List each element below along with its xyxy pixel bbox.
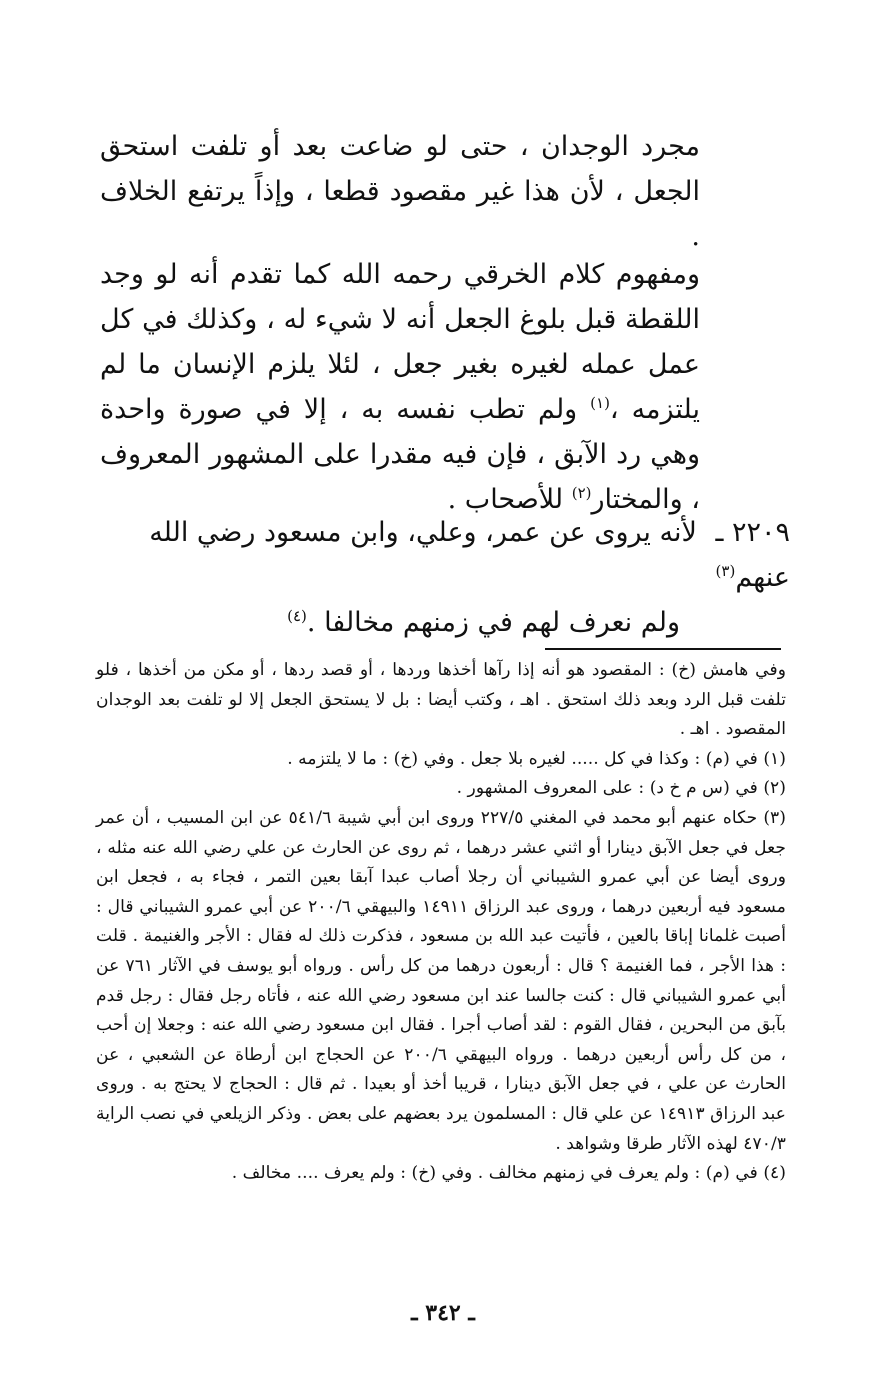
- footnote-2: (٢) في (س م خ د) : على المعروف المشهور .: [456, 778, 786, 799]
- footnote-separator: [545, 648, 781, 650]
- footnote-ref-2: (٢): [571, 484, 592, 502]
- paragraph-1: [100, 124, 700, 259]
- numbered-paragraph-2209: [100, 510, 790, 645]
- numbered-paragraph-line-2: [100, 600, 680, 645]
- footnote-ref-1: (١): [590, 394, 610, 412]
- footnote-ref-4: (٤): [287, 607, 307, 625]
- page-number: ـ ٣٤٢ ـ: [411, 1300, 475, 1326]
- footnote-3: (٣) حكاه عنهم أبو محمد في المغني ٢٢٧/٥ وروى ابن أبي شيبة ٥٤١/٦ عن ابن المسيب ، أن عمر جعل في جعل الآبق دينارا أو اثني عشر درهما ، ثم روى عن الحارث عن علي رضي الله عنه مثله ، وروى أيضا عن أبي عمرو الشيباني أن رجلا أصاب عبدا آبقا بعين التمر ، فجاء به ، فجعل ابن مسعود فيه أربعين درهما ، وروى عبد الرزاق ١٤٩١١ والبيهقي ٢٠٠/٦ عن أبي عمرو الشيباني قال : أصبت غلمانا إباقا بالعين ، فأتيت عبد الله بن مسعود ، فذكرت ذلك له فقال : الأجر والغنيمة . قلت : هذا الأجر ، فما الغنيمة ؟ قال : أربعون درهما من كل رأس . ورواه أبو يوسف في الآثار ٧٦١ عن أبي عمرو الشيباني قال : كنت جالسا عند ابن مسعود رضي الله عنه ، فأتاه رجل فقال : رجل قدم بآبق من البحرين ، فقال القوم : لقد أصاب أجرا . فقال ابن مسعود رضي الله عنه : وجعلا إن أحب ، من كل رأس أربعين درهما . ورواه البيهقي ٢٠٠/٦ عن الحجاج ابن أرطاة عن الشعبي ، عن الحارث عن علي ، في جعل الآبق دينارا ، قريبا أخذ أو بعيدا . ثم قال : الحجاج لا يحتج به . وروى عبد الرزاق ١٤٩١٣ عن علي قال : المسلمون يرد بعضهم على بعض . وذكر الزيلعي في نصب الراية ٤٧٠/٣ لهذه الآثار طرقا وشواهد .: [96, 807, 786, 1154]
- footnote-margin-note: وفي هامش (خ) : المقصود هو أنه إذا رآها أخذها وردها ، أو قصد ردها ، أو مكن من أخذها ، فلو تلفت قبل الرد وبعد ذلك استحق . اهـ ، وكتب أيضا : بل لا يستحق الجعل إلا لو تلفت بعد الوجدان المقصود . اهـ .: [96, 660, 786, 740]
- numbered-paragraph-text-a: لأنه يروى عن عمر، وعلي، وابن مسعود رضي الله عنهم: [149, 517, 790, 593]
- footnote-ref-3: (٣): [715, 562, 736, 580]
- paragraph-1-text: مجرد الوجدان ، حتى لو ضاعت بعد أو تلفت استحق الجعل ، لأن هذا غير مقصود قطعا ، وإذاً يرتفع الخلاف .: [100, 131, 700, 252]
- paragraph-2-text-c: للأصحاب .: [447, 484, 572, 515]
- footnote-1: (١) في (م) : وكذا في كل ..... لغيره بلا جعل . وفي (خ) : ما لا يلتزمه .: [287, 748, 786, 769]
- paragraph-2-text-a: ومفهوم كلام الخرقي رحمه الله كما تقدم أنه لو وجد اللقطة قبل بلوغ الجعل أنه لا شيء له ، وكذلك في كل عمل عمله لغيره بغير جعل ، لئلا يلزم الإنسان ما لم يلتزمه ،: [100, 259, 701, 425]
- paragraph-2-text-b: ولم تطب نفسه به ، إلا في صورة واحدة وهي رد الآبق ، فإن فيه مقدرا على المشهور المعروف ، والمختار: [100, 394, 700, 515]
- footnote-4: (٤) في (م) : ولم يعرف في زمنهم مخالف . وفي (خ) : ولم يعرف .... مخالف .: [231, 1163, 786, 1184]
- numbered-paragraph-text-b: ولم نعرف لهم في زمنهم مخالفا .: [306, 607, 680, 638]
- paragraph-2: [100, 252, 700, 522]
- footnotes-section: [96, 656, 786, 1189]
- paragraph-number: ٢٢٠٩ ـ: [715, 517, 790, 548]
